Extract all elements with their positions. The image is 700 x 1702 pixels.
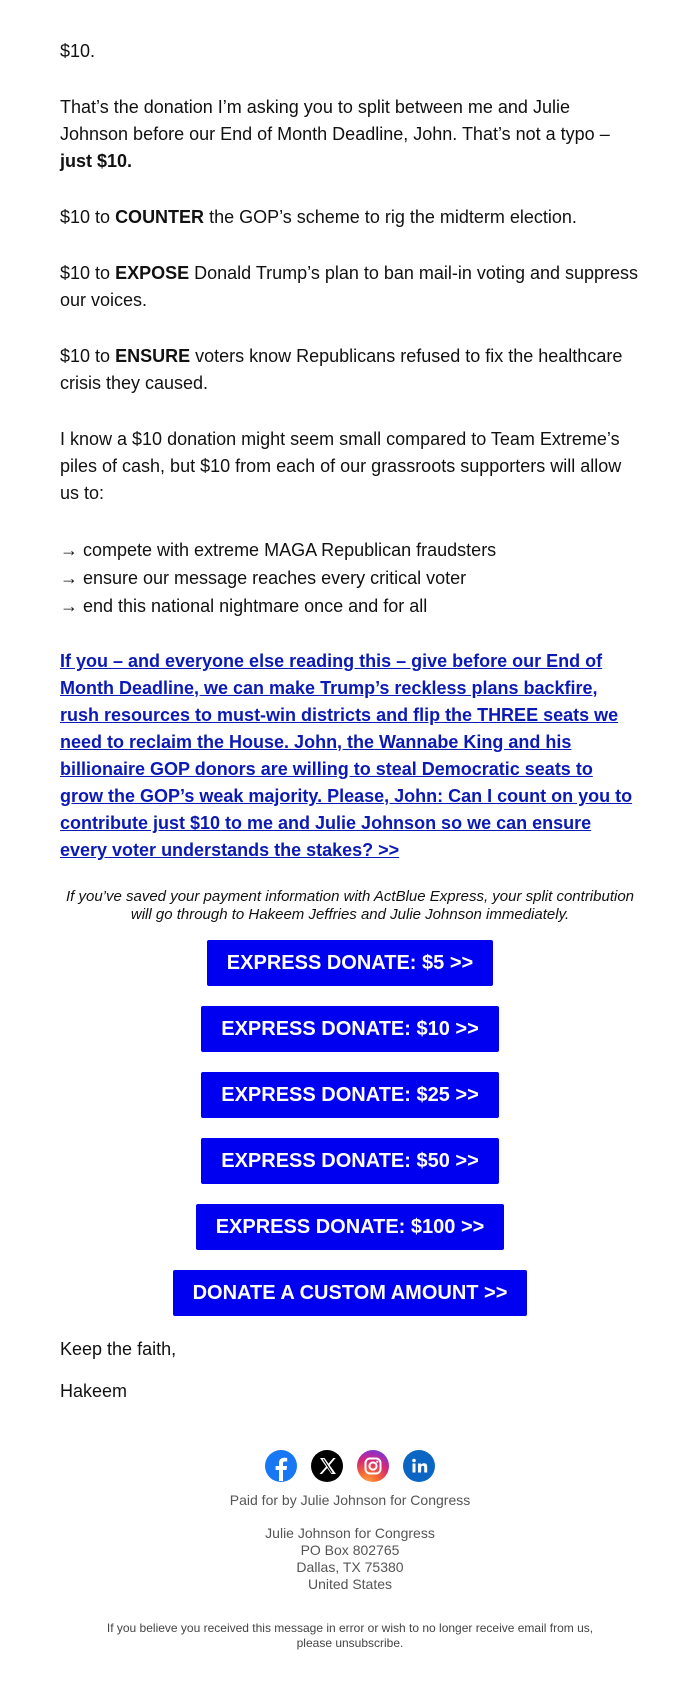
- goals-list: [60, 536, 640, 620]
- social-links: [0, 1450, 700, 1482]
- signature: Hakeem: [60, 1381, 128, 1401]
- mailing-address: Julie Johnson for Congress PO Box 802765 Dallas, TX 75380 United States: [265, 1525, 435, 1592]
- actblue-express-note: If you’ve saved your payment information with ActBlue Express, your split contribution will go through to Hakeem Jeffries and Julie Johnson immediately.: [65, 888, 635, 923]
- just-ten-bold: just $10.: [60, 151, 133, 171]
- facebook-icon[interactable]: [265, 1450, 297, 1482]
- instagram-icon[interactable]: [357, 1450, 389, 1482]
- footer: [0, 1450, 700, 1651]
- paid-for-disclaimer: Paid for by Julie Johnson for Congress: [229, 1492, 471, 1508]
- paragraph-ensure: $10 to ENSURE voters know Republicans refused to fix the healthcare crisis they caused.: [60, 346, 623, 393]
- paragraph-intro: That’s the donation I’m asking you to split between me and Julie Johnson before our End of Month Deadline, John. That’s not a typo – just $10.: [60, 97, 610, 171]
- amount-line: $10.: [60, 41, 96, 61]
- express-donate-5-button[interactable]: EXPRESS DONATE: $5 >>: [207, 940, 493, 986]
- email-body: [60, 0, 640, 1651]
- express-donate-100-button[interactable]: EXPRESS DONATE: $100 >>: [196, 1204, 505, 1250]
- donate-cta-link[interactable]: If you – and everyone else reading this – give before our End of Month Deadline, we can make Trump’s reckless plans backfire, rush resources to must-win districts and flip the THREE seats we need to reclaim the House. John, the Wannabe King and his billionaire GOP donors are willing to steal Democratic seats to grow the GOP’s weak majority. Please, John: Can I count on you to contribute just $10 to me and Julie Johnson so we can ensure every voter understands the stakes? >>: [60, 651, 633, 860]
- linkedin-icon[interactable]: [403, 1450, 435, 1482]
- list-item: → compete with extreme MAGA Republican fraudsters: [60, 540, 497, 560]
- express-donate-25-button[interactable]: EXPRESS DONATE: $25 >>: [201, 1072, 499, 1118]
- express-donate-50-button[interactable]: EXPRESS DONATE: $50 >>: [201, 1138, 499, 1184]
- paragraph-counter: $10 to COUNTER the GOP’s scheme to rig the midterm election.: [60, 207, 577, 227]
- signoff-line: Keep the faith,: [60, 1339, 177, 1359]
- paragraph-grassroots: I know a $10 donation might seem small compared to Team Extreme’s piles of cash, but $10 from each of our grassroots supporters will allow us to:: [60, 429, 622, 503]
- paragraph-expose: $10 to EXPOSE Donald Trump’s plan to ban mail-in voting and suppress our voices.: [60, 263, 639, 310]
- x-icon[interactable]: [311, 1450, 343, 1482]
- list-item: → end this national nightmare once and for all: [60, 596, 428, 616]
- unsubscribe-notice[interactable]: If you believe you received this message in error or wish to no longer receive email from us, please unsubscribe.: [106, 1621, 594, 1650]
- list-item: → ensure our message reaches every critical voter: [60, 568, 467, 588]
- donate-custom-amount-button[interactable]: DONATE A CUSTOM AMOUNT >>: [173, 1270, 528, 1316]
- express-donate-10-button[interactable]: EXPRESS DONATE: $10 >>: [201, 1006, 499, 1052]
